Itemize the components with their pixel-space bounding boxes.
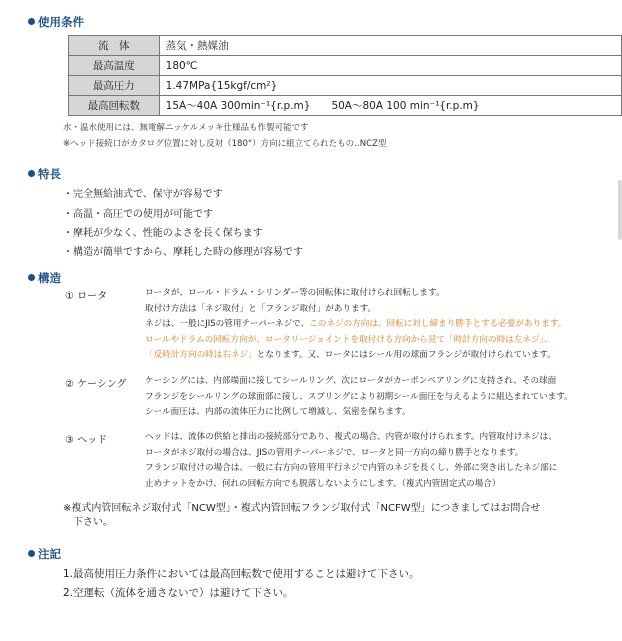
casing-line: シール面圧は、内部の流体圧力に比例して増減し、気密を保ちます。: [145, 407, 411, 417]
head-label: ③ ヘッド: [65, 435, 108, 446]
rotor-line: 取付け方法は「ネジ取付」と「フランジ取付」があります。: [145, 303, 377, 314]
rotor-label: ① ロータ: [65, 291, 108, 302]
spec-value: 180℃: [159, 56, 621, 76]
head-line: フランジ取付けの場合は、一般に右方向の管用平行ネジで内管のネジを長くし、外部に突き出したネジ部に: [145, 463, 558, 473]
rotor-line: ロータが、ロール・ドラム・シリンダー等の回転体に取付けられ回転します。: [145, 288, 445, 298]
casing-line: ケーシングには、内部端面に接してシールリング、次にロータがカーボンベアリングに支持され、その球面: [145, 376, 557, 386]
spec-value: 1.47MPa{15kgf/cm²}: [159, 76, 621, 96]
bullet-icon: [28, 274, 35, 281]
bullet-icon: [28, 550, 35, 557]
table-row: [69, 36, 622, 56]
head-description: [145, 430, 557, 492]
table-row: [69, 96, 622, 116]
footnote-line: ※複式内管回転ネジ取付式「NCW型」・複式内管回転フランジ取付式「NCFW型」につきましてはお問合せ: [63, 503, 541, 514]
rotor-line: [145, 348, 566, 364]
feature-item: ・構造が簡単ですから、摩耗した時の修理が容易です: [63, 247, 303, 258]
spec-label: 流 体: [69, 36, 160, 56]
rotor-highlight: 「反時計方向の時は右ネジ」: [145, 350, 257, 360]
caution-section-title: 注記: [28, 546, 61, 562]
head-line: ロータがネジ取付の場合は、JISの管用テーパーネジで、ロータと同一方向の締り勝手となります。: [145, 447, 524, 458]
bullet-icon: [28, 18, 35, 25]
casing-line: フランジをシールリングの球面部に接し、スプリングにより初期シール面圧を与えるように組込まれています。: [145, 391, 573, 402]
structure-section-title: 構造: [28, 270, 61, 286]
rotor-line: [145, 317, 566, 333]
footnote-line: 下さい。: [63, 517, 113, 528]
rotor-highlight: このネジの方向は、回転に対し締まり勝手とする必要があります。: [309, 319, 567, 329]
head-line: 止めナットをかけ、何れの回転方向でも脱落しないようにします。（複式内管固定式の場合）: [145, 478, 501, 489]
rotor-line-text: となります。又、ロータにはシール用の球面フランジが取付けられています。: [256, 350, 556, 360]
head-line: ヘッドは、流体の供給と排出の接続部分であり、複式の場合、内管が取付けられます。内管取付けネジは、: [145, 432, 557, 442]
features-section-title: 特長: [28, 166, 61, 182]
structure-footnote: [63, 502, 540, 530]
scrollbar[interactable]: [618, 180, 622, 240]
feature-item: ・高温・高圧での使用が可能です: [63, 209, 213, 220]
feature-item: ・完全無給油式で、保守が容易です: [63, 189, 223, 200]
spec-value: 15A～40A 300min⁻¹{r.p.m} 50A～80A 100 min⁻¹{r.p.m}: [159, 96, 621, 116]
usage-note: ※ヘッド接続口がカタログ位置に対し反対（180°）方向に組立てられたもの‥NCZ型: [63, 139, 387, 149]
bullet-icon: [28, 170, 35, 177]
caution-item: 2.空運転（流体を通さないで）は避けて下さい。: [63, 587, 294, 599]
spec-table: [68, 35, 622, 116]
rotor-line-text: ネジは、一般にJISの管用テーパーネジで、: [145, 319, 310, 329]
feature-item: ・摩耗が少なく、性能のよさを長く保ちます: [63, 228, 263, 239]
usage-note: 水・温水使用には、無電解ニッケルメッキ仕様品も作製可能です: [63, 123, 309, 133]
casing-label: ② ケーシング: [65, 379, 127, 390]
spec-label: 最高回転数: [69, 96, 160, 116]
rotor-description: [145, 286, 566, 364]
table-row: [69, 76, 622, 96]
spec-label: 最高圧力: [69, 76, 160, 96]
table-row: [69, 56, 622, 76]
spec-value: 蒸気・熱媒油: [159, 36, 621, 56]
usage-section-title: 使用条件: [28, 14, 84, 30]
caution-item: 1.最高使用圧力条件においては最高回転数で使用することは避けて下さい。: [63, 568, 420, 580]
rotor-highlight-line: ロールやドラムの回転方向が、ロータリージョイントを取付ける方向から見て「時計方向の時は左ネジ」、: [145, 334, 553, 345]
casing-description: [145, 374, 573, 421]
spec-label: 最高温度: [69, 56, 160, 76]
